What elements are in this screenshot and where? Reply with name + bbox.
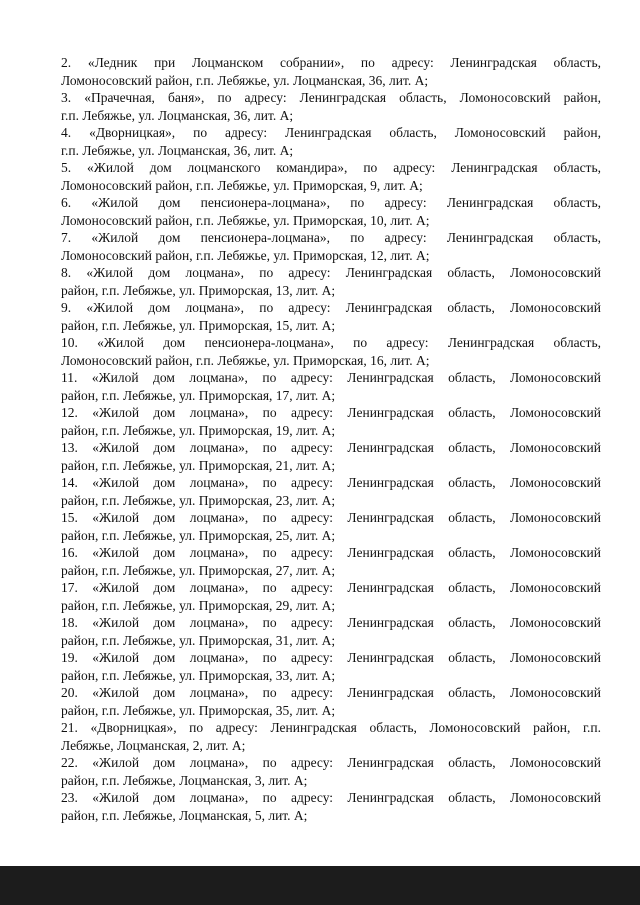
- list-item: [61, 649, 601, 684]
- list-item: [61, 334, 601, 369]
- list-item-line: 7. «Жилой дом пенсионера-лоцмана», по адресу: Ленинградская область,: [61, 230, 601, 245]
- list-item: [61, 684, 601, 719]
- list-item-line: 15. «Жилой дом лоцмана», по адресу: Ленинградская область, Ломоносовский: [61, 510, 601, 525]
- list-item-line: район, г.п. Лебяжье, ул. Приморская, 27, лит. А;: [61, 562, 336, 578]
- list-item-line: район, г.п. Лебяжье, ул. Приморская, 31, лит. А;: [61, 632, 336, 648]
- list-item-line: район, г.п. Лебяжье, ул. Приморская, 15, лит. А;: [61, 317, 336, 333]
- list-item-line: 18. «Жилой дом лоцмана», по адресу: Ленинградская область, Ломоносовский: [61, 615, 601, 630]
- list-item-line: 20. «Жилой дом лоцмана», по адресу: Ленинградская область, Ломоносовский: [61, 685, 601, 700]
- list-item-line: 13. «Жилой дом лоцмана», по адресу: Ленинградская область, Ломоносовский: [61, 440, 601, 455]
- list-item-line: район, г.п. Лебяжье, ул. Приморская, 25, лит. А;: [61, 527, 336, 543]
- list-item: [61, 54, 601, 89]
- list-item: [61, 229, 601, 264]
- list-item-line: Ломоносовский район, г.п. Лебяжье, ул. Приморская, 9, лит. А;: [61, 177, 423, 193]
- list-item-line: 3. «Прачечная, баня», по адресу: Ленинградская область, Ломоносовский район,: [61, 90, 601, 105]
- scan-bottom-bar: [0, 866, 640, 905]
- list-item-line: район, г.п. Лебяжье, ул. Приморская, 13, лит. А;: [61, 282, 336, 298]
- list-item-line: 16. «Жилой дом лоцмана», по адресу: Ленинградская область, Ломоносовский: [61, 545, 601, 560]
- list-item: [61, 439, 601, 474]
- list-item-line: 2. «Ледник при Лоцманском собрании», по адресу: Ленинградская область,: [61, 55, 601, 70]
- list-item-line: Ломоносовский район, г.п. Лебяжье, ул. Приморская, 10, лит. А;: [61, 212, 430, 228]
- list-item-line: 4. «Дворницкая», по адресу: Ленинградская область, Ломоносовский район,: [61, 125, 601, 140]
- list-item-line: 6. «Жилой дом пенсионера-лоцмана», по адресу: Ленинградская область,: [61, 195, 601, 210]
- list-item-line: Ломоносовский район, г.п. Лебяжье, ул. Лоцманская, 36, лит. А;: [61, 72, 429, 88]
- list-item-line: 12. «Жилой дом лоцмана», по адресу: Ленинградская область, Ломоносовский: [61, 405, 601, 420]
- list-item-line: район, г.п. Лебяжье, ул. Приморская, 23, лит. А;: [61, 492, 336, 508]
- list-item-line: район, г.п. Лебяжье, ул. Приморская, 19, лит. А;: [61, 422, 336, 438]
- list-item-line: 21. «Дворницкая», по адресу: Ленинградская область, Ломоносовский район, г.п.: [61, 720, 601, 735]
- list-item: [61, 474, 601, 509]
- list-item: [61, 194, 601, 229]
- list-item: [61, 544, 601, 579]
- list-item-line: Ломоносовский район, г.п. Лебяжье, ул. Приморская, 16, лит. А;: [61, 352, 430, 368]
- list-item-line: 11. «Жилой дом лоцмана», по адресу: Ленинградская область, Ломоносовский: [61, 370, 601, 385]
- list-item: [61, 124, 601, 159]
- list-item-line: 5. «Жилой дом лоцманского командира», по адресу: Ленинградская область,: [61, 160, 601, 175]
- list-item-line: Ломоносовский район, г.п. Лебяжье, ул. Приморская, 12, лит. А;: [61, 247, 430, 263]
- list-item-line: район, г.п. Лебяжье, ул. Приморская, 33, лит. А;: [61, 667, 336, 683]
- list-item-line: 17. «Жилой дом лоцмана», по адресу: Ленинградская область, Ломоносовский: [61, 580, 601, 595]
- list-item-line: г.п. Лебяжье, ул. Лоцманская, 36, лит. А;: [61, 107, 294, 123]
- list-item: [61, 264, 601, 299]
- list-item-line: Лебяжье, Лоцманская, 2, лит. А;: [61, 737, 246, 753]
- list-item: [61, 404, 601, 439]
- list-item-line: 22. «Жилой дом лоцмана», по адресу: Ленинградская область, Ломоносовский: [61, 755, 601, 770]
- list-item-line: 14. «Жилой дом лоцмана», по адресу: Ленинградская область, Ломоносовский: [61, 475, 601, 490]
- list-item-line: район, г.п. Лебяжье, ул. Приморская, 21, лит. А;: [61, 457, 336, 473]
- list-item: [61, 789, 601, 824]
- list-item: [61, 579, 601, 614]
- list-item: [61, 89, 601, 124]
- list-item: [61, 614, 601, 649]
- list-item: [61, 299, 601, 334]
- list-item: [61, 369, 601, 404]
- list-item-line: 9. «Жилой дом лоцмана», по адресу: Ленинградская область, Ломоносовский: [61, 300, 601, 315]
- list-item-line: 8. «Жилой дом лоцмана», по адресу: Ленинградская область, Ломоносовский: [61, 265, 601, 280]
- list-item: [61, 754, 601, 789]
- list-item: [61, 159, 601, 194]
- object-list: [61, 54, 601, 824]
- list-item-line: г.п. Лебяжье, ул. Лоцманская, 36, лит. А;: [61, 142, 294, 158]
- list-item-line: район, г.п. Лебяжье, Лоцманская, 3, лит. А;: [61, 772, 308, 788]
- list-item: [61, 509, 601, 544]
- list-item-line: 10. «Жилой дом пенсионера-лоцмана», по адресу: Ленинградская область,: [61, 335, 601, 350]
- list-item-line: район, г.п. Лебяжье, Лоцманская, 5, лит. А;: [61, 807, 308, 823]
- list-item-line: 23. «Жилой дом лоцмана», по адресу: Ленинградская область, Ломоносовский: [61, 790, 601, 805]
- list-item: [61, 719, 601, 754]
- list-item-line: 19. «Жилой дом лоцмана», по адресу: Ленинградская область, Ломоносовский: [61, 650, 601, 665]
- list-item-line: район, г.п. Лебяжье, ул. Приморская, 29, лит. А;: [61, 597, 336, 613]
- list-item-line: район, г.п. Лебяжье, ул. Приморская, 17, лит. А;: [61, 387, 336, 403]
- list-item-line: район, г.п. Лебяжье, ул. Приморская, 35, лит. А;: [61, 702, 336, 718]
